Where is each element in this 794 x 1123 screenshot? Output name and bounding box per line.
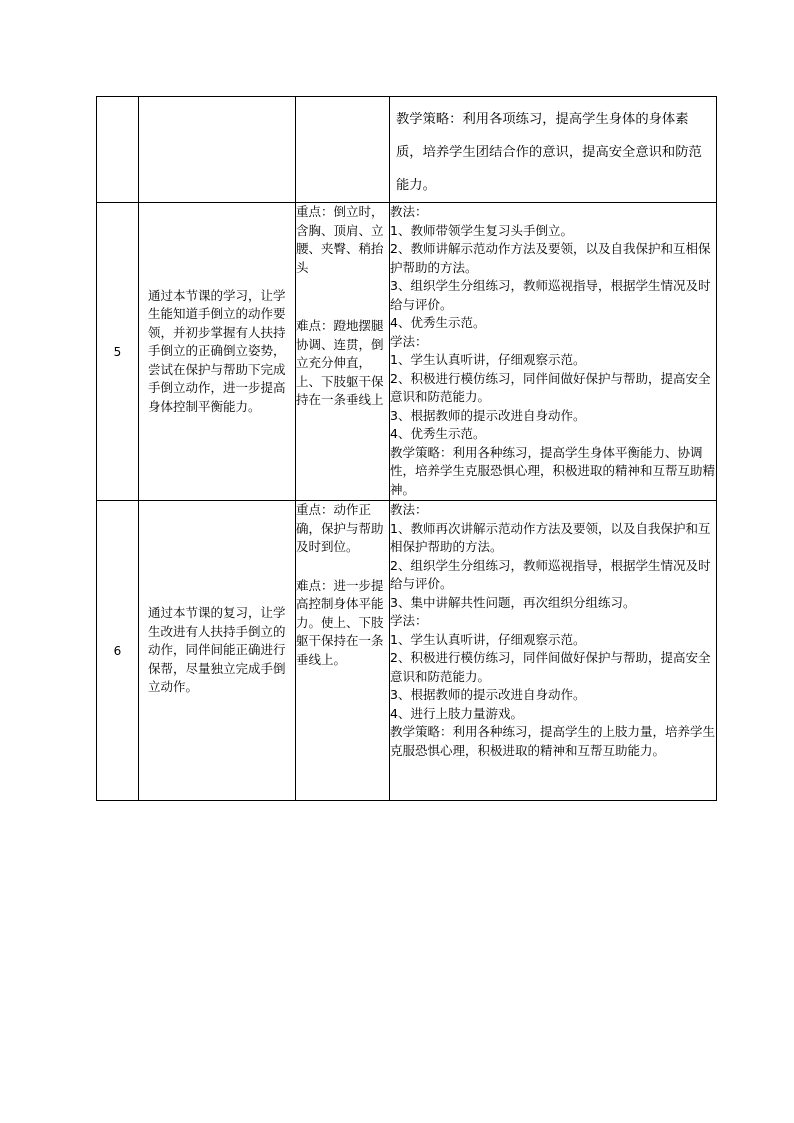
method-line: 1、学生认真听讲，仔细观察示范。 bbox=[390, 352, 586, 367]
difficulty-point: 难点：蹬地摆腿协调、连贯，倒立充分伸直，上、下肢躯干保持在一条垂线上 bbox=[296, 318, 384, 407]
method-line: 学法： bbox=[390, 613, 428, 628]
lesson-number: 6 bbox=[97, 501, 139, 801]
difficulty-point: 难点：进一步提高控制身体平能力。使上、下肢躯干保持在一条垂线上。 bbox=[296, 577, 384, 667]
key-difficulty-cell bbox=[296, 203, 390, 501]
key-cell-empty bbox=[296, 97, 390, 203]
method-line: 2、积极进行模仿练习，同伴间做好保护与帮助，提高安全意识和防范能力。 bbox=[390, 370, 711, 404]
method-cell-continued bbox=[390, 97, 717, 203]
method-line: 4、优秀生示范。 bbox=[390, 315, 486, 330]
method-line: 2、组织学生分组练习，教师巡视指导，根据学生情况及时给与评价。 bbox=[390, 557, 711, 591]
lesson-goal-cell bbox=[139, 501, 296, 801]
table-row bbox=[97, 501, 717, 801]
method-line: 3、根据教师的提示改进自身动作。 bbox=[390, 687, 586, 702]
number-cell-empty bbox=[97, 97, 139, 203]
table-row bbox=[97, 203, 717, 501]
method-line: 2、教师讲解示范动作方法及要领，以及自我保护和互相保护帮助的方法。 bbox=[390, 241, 711, 275]
lesson-plan-table bbox=[96, 96, 717, 801]
teaching-strategy-text: 教学策略：利用各种练习，提高学生的上肢力量，培养学生克服恐惧心理，积极进取的精神和互帮互助能力。 bbox=[390, 724, 716, 758]
method-line: 1、学生认真听讲，仔细观察示范。 bbox=[390, 631, 586, 647]
teaching-strategy-text: 教学策略：利用各项练习，提高学生身体的身体素质，培养学生团结合作的意识，提高安全意识和防范能力。 bbox=[396, 112, 702, 193]
teaching-methods-cell bbox=[390, 203, 717, 501]
method-line: 4、优秀生示范。 bbox=[390, 426, 486, 441]
method-line: 3、组织学生分组练习，教师巡视指导，根据学生情况及时给与评价。 bbox=[390, 278, 711, 312]
lesson-goal: 通过本节课的复习，让学生改进有人扶持手倒立的动作，同伴间能正确进行保帮，尽量独立完成手倒立动作。 bbox=[148, 605, 286, 695]
lesson-number: 5 bbox=[97, 203, 139, 501]
method-line: 3、集中讲解共性问题，再次组织分组练习。 bbox=[390, 594, 636, 610]
goal-cell-empty bbox=[139, 97, 296, 203]
table-row-continued bbox=[97, 97, 717, 203]
teaching-strategy-text: 教学策略：利用各种练习，提高学生身体平衡能力、协调性，培养学生克服恐惧心理，积极进取的精神和互帮互助精神。 bbox=[390, 444, 716, 497]
method-line: 教法： bbox=[390, 204, 428, 219]
method-line: 2、积极进行模仿练习，同伴间做好保护与帮助，提高安全意识和防范能力。 bbox=[390, 650, 711, 684]
method-line: 1、教师再次讲解示范动作方法及要领，以及自我保护和互相保护帮助的方法。 bbox=[390, 520, 711, 554]
key-point: 重点：倒立时，含胸、顶肩、立腰、夹臀、稍抬头 bbox=[296, 204, 384, 275]
method-line: 4、进行上肢力量游戏。 bbox=[390, 705, 523, 721]
lesson-goal-cell bbox=[139, 203, 296, 501]
lesson-goal: 通过本节课的学习，让学生能知道手倒立的动作要领，并初步掌握有人扶持手倒立的正确倒立姿势，尝试在保护与帮助下完成手倒立动作，进一步提高身体控制平衡能力。 bbox=[148, 287, 286, 414]
key-difficulty-cell bbox=[296, 501, 390, 801]
method-line: 学法： bbox=[390, 333, 428, 349]
method-line: 1、教师带领学生复习头手倒立。 bbox=[390, 222, 573, 238]
teaching-methods-cell bbox=[390, 501, 717, 801]
key-point: 重点：动作正确，保护与帮助及时到位。 bbox=[296, 502, 384, 554]
method-line: 3、根据教师的提示改进自身动作。 bbox=[390, 407, 586, 423]
method-line: 教法： bbox=[390, 502, 428, 517]
